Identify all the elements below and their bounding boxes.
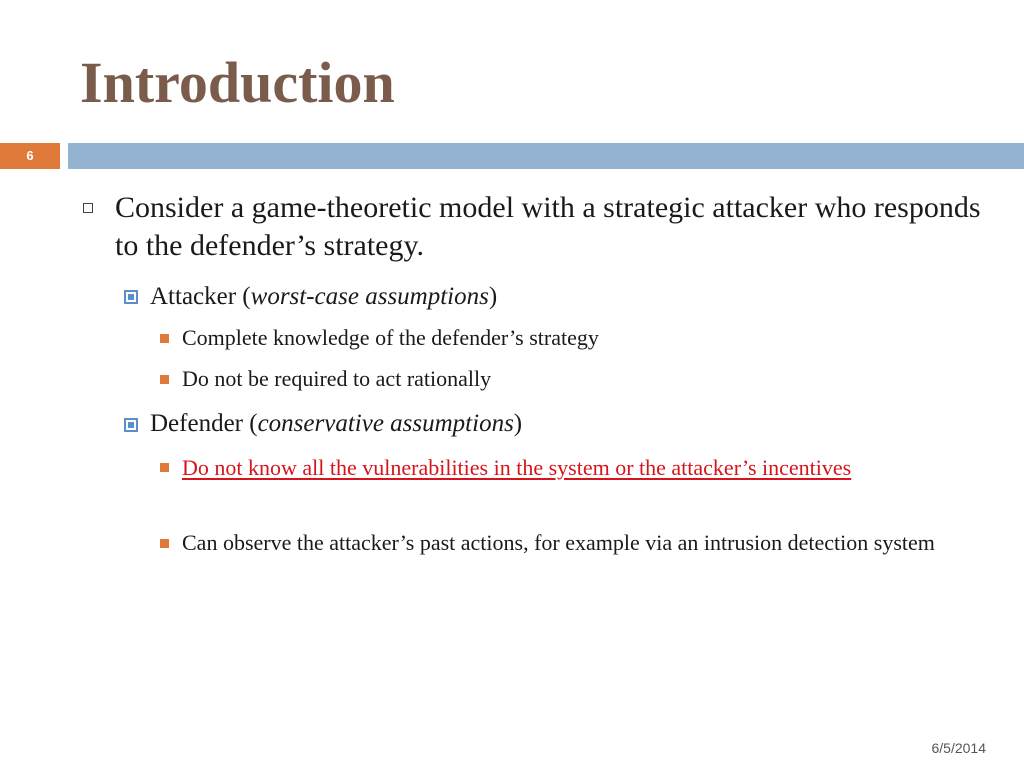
slide-title: Introduction <box>80 50 395 115</box>
defender-label: Defender ( <box>150 410 258 437</box>
slide-number-badge: 6 <box>0 143 60 169</box>
attacker-label: Attacker ( <box>150 283 251 310</box>
main-bullet-text: Consider a game-theoretic model with a strategic attacker who responds to the defender’s strategy. <box>115 191 981 262</box>
attacker-point: Complete knowledge of the defender’s strategy <box>182 325 599 350</box>
attacker-point: Do not be required to act rationally <box>182 366 492 391</box>
filled-square-bullet-icon <box>160 375 169 384</box>
defender-heading <box>150 408 522 440</box>
attacker-heading <box>150 281 497 313</box>
slide-date: 6/5/2014 <box>931 740 986 756</box>
filled-square-bullet-icon <box>160 334 169 343</box>
defender-assumption: conservative assumptions <box>257 410 514 437</box>
defender-point: Can observe the attacker’s past actions, for example via an intrusion detection system <box>182 530 935 555</box>
filled-square-bullet-icon <box>160 539 169 548</box>
square-bullet-icon <box>124 290 138 304</box>
defender-point-link[interactable]: Do not know all the vulnerabilities in the system or the attacker’s incentives <box>182 455 852 480</box>
header-accent-bar <box>68 143 1024 169</box>
hollow-square-bullet-icon <box>83 203 93 213</box>
defender-close: ) <box>513 410 523 437</box>
attacker-assumption: worst-case assumptions <box>250 283 489 310</box>
attacker-close: ) <box>488 283 498 310</box>
square-bullet-icon <box>124 418 138 432</box>
filled-square-bullet-icon <box>160 463 169 472</box>
